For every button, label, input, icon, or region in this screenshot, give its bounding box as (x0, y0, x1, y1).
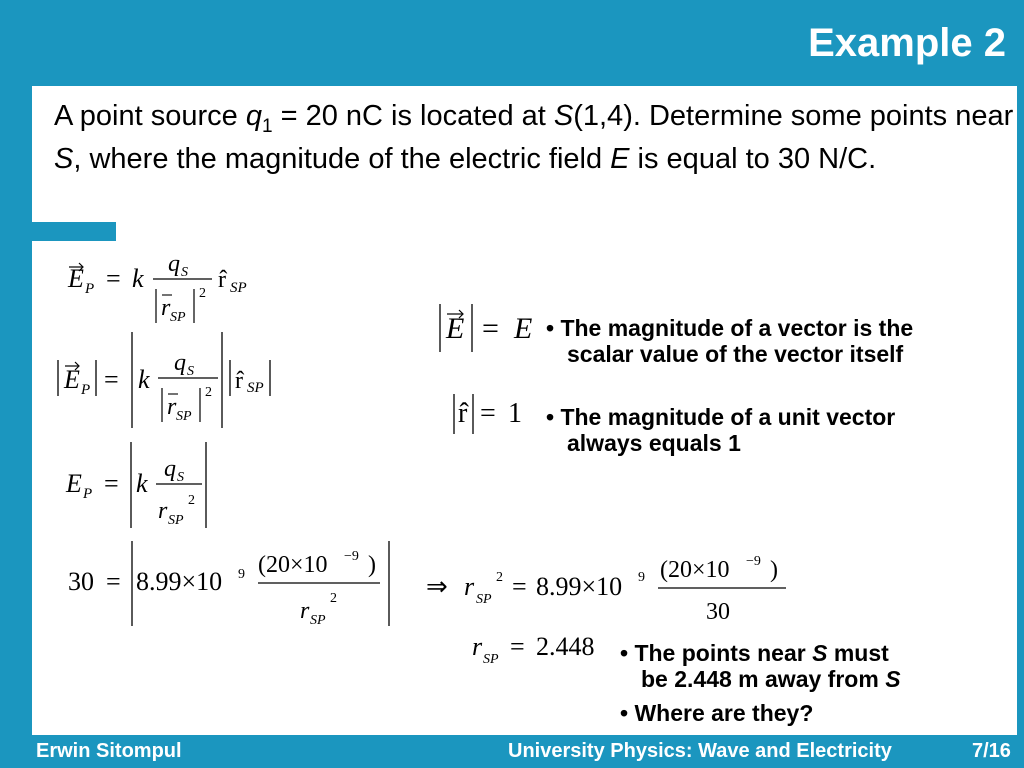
note-vector-magnitude (546, 315, 1016, 367)
problem-q: q (245, 100, 262, 132)
eq2-sub-p: P (81, 382, 91, 398)
left-frame-bar (0, 0, 32, 768)
eq4-num: (20×10 (258, 552, 328, 578)
id2-rhs: 1 (508, 398, 522, 429)
eq1-exp: 2 (199, 286, 206, 301)
eq2-unit-r: r̂ (235, 368, 243, 394)
eq5-implies: ⇒ (426, 572, 448, 601)
eq4-exp: 9 (238, 567, 245, 582)
eq1-q-sub: S (181, 265, 188, 280)
eq2-q: q (174, 350, 186, 376)
eq3-q: q (164, 456, 176, 482)
problem-text-3: (1,4). Determine some points near (573, 100, 1014, 132)
problem-statement (54, 100, 1014, 176)
eq5-r-exp: 2 (496, 570, 503, 585)
eq1-k: k (132, 264, 144, 293)
eq1-eq: = (106, 264, 121, 293)
eq3-q-sub: S (177, 470, 184, 485)
eq4-r-exp: 2 (330, 591, 337, 606)
problem-text-2: = 20 nC is located at (272, 100, 554, 132)
eq5-num-exp: −9 (746, 554, 761, 569)
eq5-num-close: ) (770, 557, 778, 583)
note2-bullet: • (546, 404, 555, 430)
eq2-q-sub: S (187, 364, 194, 379)
eq5-r: r (464, 572, 475, 601)
eq6-value: 2.448 (536, 632, 595, 661)
eq3-sub-p: P (83, 486, 93, 502)
eq2-exp: 2 (205, 385, 212, 400)
problem-text-5: is equal to 30 N/C. (629, 142, 877, 175)
eq2-k: k (138, 365, 150, 394)
equation-field-vector (60, 245, 300, 330)
note1-bullet: • (546, 315, 555, 341)
note1-line2: scalar value of the vector itself (567, 341, 904, 367)
note-points-near-s (620, 640, 1000, 692)
note3-s2: S (885, 666, 901, 692)
problem-s: S (553, 100, 574, 132)
eq2-unit-sub: SP (247, 380, 264, 396)
eq1-r-sub: SP (170, 310, 186, 325)
eq6-r-sub: SP (483, 652, 499, 667)
note3-part1: The points near (634, 640, 813, 666)
eq4-r-sub: SP (310, 613, 326, 628)
note3-s: S (812, 640, 828, 666)
eq2-eq: = (104, 365, 119, 394)
eq3-exp: 2 (188, 493, 195, 508)
note3-line2: be 2.448 m away from (641, 666, 886, 692)
note-unit-vector (546, 404, 1016, 456)
note1-line1: The magnitude of a vector is the (560, 315, 914, 341)
problem-text-4: , where the magnitude of the electric field (73, 142, 611, 175)
eq4-const: 8.99×10 (136, 567, 223, 596)
identity-vector-magnitude (432, 298, 547, 358)
eq2-r: r (167, 394, 177, 420)
eq4-r: r (300, 598, 310, 624)
eq2-e: E (64, 365, 80, 394)
eq1-r: r (161, 295, 171, 321)
eq5-den: 30 (706, 599, 730, 625)
eq4-num-exp: −9 (344, 549, 359, 564)
note2-line1: The magnitude of a unit vector (560, 404, 896, 430)
page-number: 7/16 (972, 740, 1011, 762)
eq3-r: r (158, 498, 168, 524)
eq1-unit-sub: SP (230, 280, 247, 296)
eq6-eq: = (510, 632, 525, 661)
problem-s2: S (54, 142, 74, 175)
equation-solve-radius (420, 545, 800, 630)
footer-author: Erwin Sitompul (36, 740, 182, 762)
eq3-r-sub: SP (168, 513, 184, 528)
equation-field-scalar (60, 440, 240, 535)
id2-eq: = (480, 398, 496, 429)
eq1-unit-r: r̂ (218, 267, 226, 293)
id1-rhs: E (514, 312, 533, 345)
eq4-eq: = (106, 567, 121, 596)
eq5-num: (20×10 (660, 557, 730, 583)
right-frame-bar (1017, 0, 1024, 768)
identity-unit-magnitude (446, 390, 536, 440)
footer-course: University Physics: Wave and Electricity (508, 740, 892, 762)
slide-title: Example 2 (808, 21, 1006, 65)
problem-q-sub: 1 (261, 115, 273, 137)
eq5-eq: = (512, 572, 527, 601)
eq4-num-close: ) (368, 552, 376, 578)
note3-part2: must (827, 640, 889, 666)
eq3-k: k (136, 469, 148, 498)
eq1-q: q (168, 251, 180, 277)
note4-text: Where are they? (634, 700, 814, 726)
note3-bullet: • (620, 640, 629, 666)
id1-eq: = (482, 312, 499, 345)
equation-field-magnitude (52, 330, 312, 435)
eq4-left: 30 (68, 567, 94, 596)
eq3-e: E (66, 469, 82, 498)
eq1-e: E (68, 264, 84, 293)
problem-e: E (610, 142, 630, 175)
id1-e: E (446, 312, 465, 345)
id2-r: r̂ (458, 398, 468, 429)
eq5-r-sub: SP (476, 592, 492, 607)
note-where (620, 700, 1000, 726)
eq6-r: r (472, 632, 483, 661)
problem-text-1: A point source (54, 100, 246, 132)
note4-bullet: • (620, 700, 629, 726)
accent-bar (32, 222, 116, 241)
equation-result (466, 625, 616, 670)
eq5-const: 8.99×10 (536, 572, 623, 601)
eq5-exp: 9 (638, 570, 645, 585)
eq1-sub-p: P (85, 281, 95, 297)
eq2-r-sub: SP (176, 409, 192, 424)
note2-line2: always equals 1 (567, 430, 741, 456)
equation-substitution (62, 538, 402, 630)
eq3-eq: = (104, 469, 119, 498)
